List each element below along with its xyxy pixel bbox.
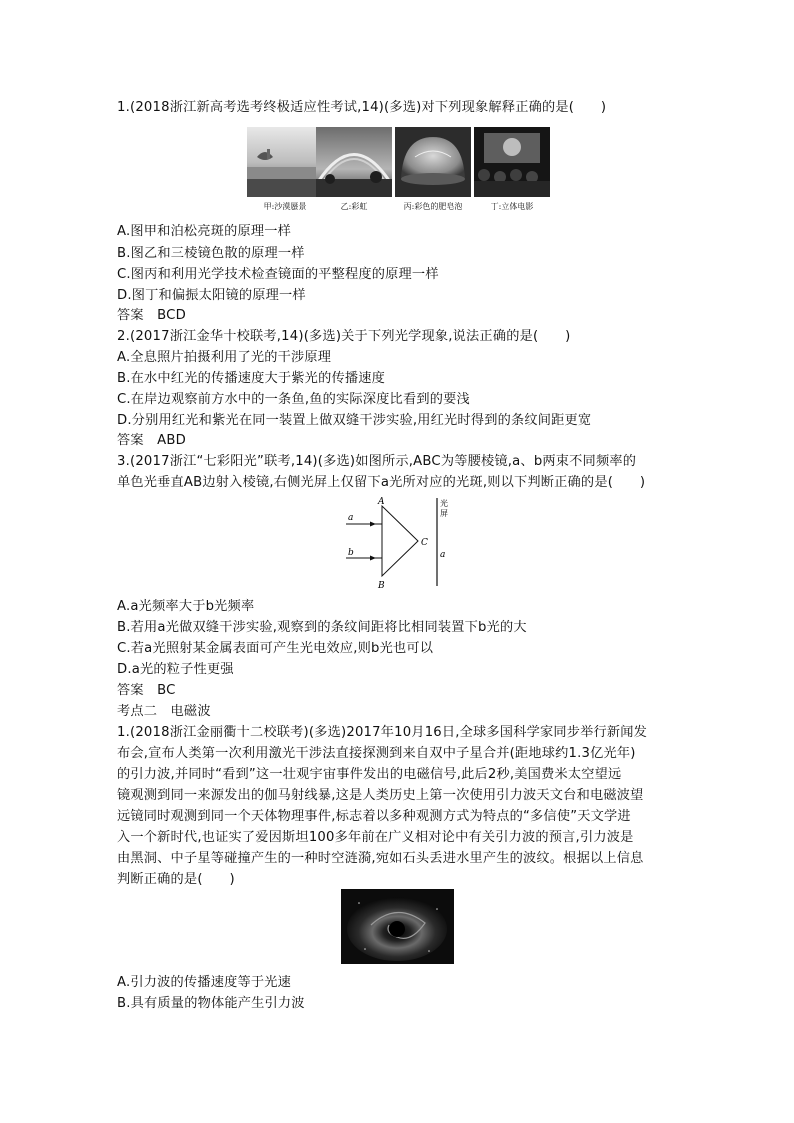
rainbow-image: [316, 127, 392, 197]
question-2-stem: 2.(2017浙江金华十校联考,14)(多选)关于下列光学现象,说法正确的是( ): [117, 329, 571, 344]
em-question-1-line-4: 镜观测到同一来源发出的伽马射线暴,这是人类历史上第一次使用引力波天文台和电磁波望: [117, 788, 644, 803]
q3-option-c: C.若a光照射某金属表面可产生光电效应,则b光也可以: [117, 641, 434, 656]
question-3-stem-line-1: 3.(2017浙江“七彩阳光”联考,14)(多选)如图所示,ABC为等腰棱镜,a、b两束不同频率的: [117, 454, 637, 469]
q2-option-d: D.分别用红光和紫光在同一装置上做双缝干涉实验,用红光时得到的条纹间距更宽: [117, 413, 592, 428]
em-question-1-line-3: 的引力波,并同时“看到”这一壮观宇宙事件发出的电磁信号,此后2秒,美国费米太空望远: [117, 767, 622, 782]
photo-caption-mirage: 甲:沙漠蜃景: [263, 202, 307, 211]
em-question-1-line-8: 判断正确的是( ): [117, 872, 235, 887]
prism-figure: [340, 494, 470, 594]
ray-a-label: a: [348, 513, 354, 523]
ray-b-arrow: [370, 556, 376, 561]
em-question-1-line-5: 远镜同时观测到同一个天体物理事件,标志着以多种观测方式为特点的“多信使”天文学进: [117, 809, 631, 824]
black-hole-image: [341, 889, 454, 964]
q3-option-a: A.a光频率大于b光频率: [117, 599, 255, 614]
q1-option-d: D.图丁和偏振太阳镜的原理一样: [117, 288, 306, 303]
q1-option-b: B.图乙和三棱镜色散的原理一样: [117, 246, 305, 261]
photo-caption-3d-movie: 丁:立体电影: [490, 202, 534, 211]
prism-triangle: [382, 506, 418, 576]
vertex-a-label: A: [378, 497, 385, 507]
photo-caption-soap-bubble: 丙:彩色的肥皂泡: [403, 202, 463, 211]
q3-option-b: B.若用a光做双缝干涉实验,观察到的条纹间距将比相同装置下b光的大: [117, 620, 527, 635]
ray-a-arrow: [370, 522, 376, 527]
q1-answer: 答案 BCD: [117, 308, 186, 323]
q2-answer: 答案 ABD: [117, 433, 186, 448]
question-1-stem: 1.(2018浙江新高考选考终极适应性考试,14)(多选)对下列现象解释正确的是( ): [117, 100, 607, 115]
mirage-image: [247, 127, 323, 197]
photo-caption-rainbow: 乙:彩虹: [340, 202, 368, 211]
q2-option-a: A.全息照片拍摄利用了光的干涉原理: [117, 350, 332, 365]
em-question-1-line-6: 入一个新时代,也证实了爱因斯坦100多年前在广义相对论中有关引力波的预言,引力波是: [117, 830, 634, 845]
em-question-1-line-1: 1.(2018浙江金丽衢十二校联考)(多选)2017年10月16日,全球多国科学家同步举行新闻发: [117, 725, 648, 740]
section-heading: 考点二 电磁波: [117, 704, 211, 719]
vertex-c-label: C: [421, 538, 428, 548]
q2-option-c: C.在岸边观察前方水中的一条鱼,鱼的实际深度比看到的要浅: [117, 392, 470, 407]
question-3-stem-line-2: 单色光垂直AB边射入棱镜,右侧光屏上仅留下a光所对应的光斑,则以下判断正确的是( ): [117, 475, 646, 490]
q3-option-d: D.a光的粒子性更强: [117, 662, 234, 677]
q1-option-c: C.图丙和利用光学技术检查镜面的平整程度的原理一样: [117, 267, 439, 282]
soap-bubble-image: [395, 127, 471, 197]
vertex-b-label: B: [378, 581, 385, 591]
3d-movie-image: [474, 127, 550, 197]
screen-label-1: 光: [440, 499, 448, 508]
screen-label-2: 屏: [440, 509, 448, 518]
em-q1-option-a: A.引力波的传播速度等于光速: [117, 975, 292, 990]
ray-b-label: b: [348, 548, 354, 558]
em-question-1-line-2: 布会,宣布人类第一次利用激光干涉法直接探测到来自双中子星合并(距地球约1.3亿光年): [117, 746, 636, 761]
q1-option-a: A.图甲和泊松亮斑的原理一样: [117, 224, 292, 239]
screen-spot-label: a: [440, 550, 446, 560]
q3-answer: 答案 BC: [117, 683, 176, 698]
q2-option-b: B.在水中红光的传播速度大于紫光的传播速度: [117, 371, 385, 386]
em-q1-option-b: B.具有质量的物体能产生引力波: [117, 996, 305, 1011]
em-question-1-line-7: 由黑洞、中子星等碰撞产生的一种时空涟漪,宛如石头丢进水里产生的波纹。根据以上信息: [117, 851, 644, 866]
